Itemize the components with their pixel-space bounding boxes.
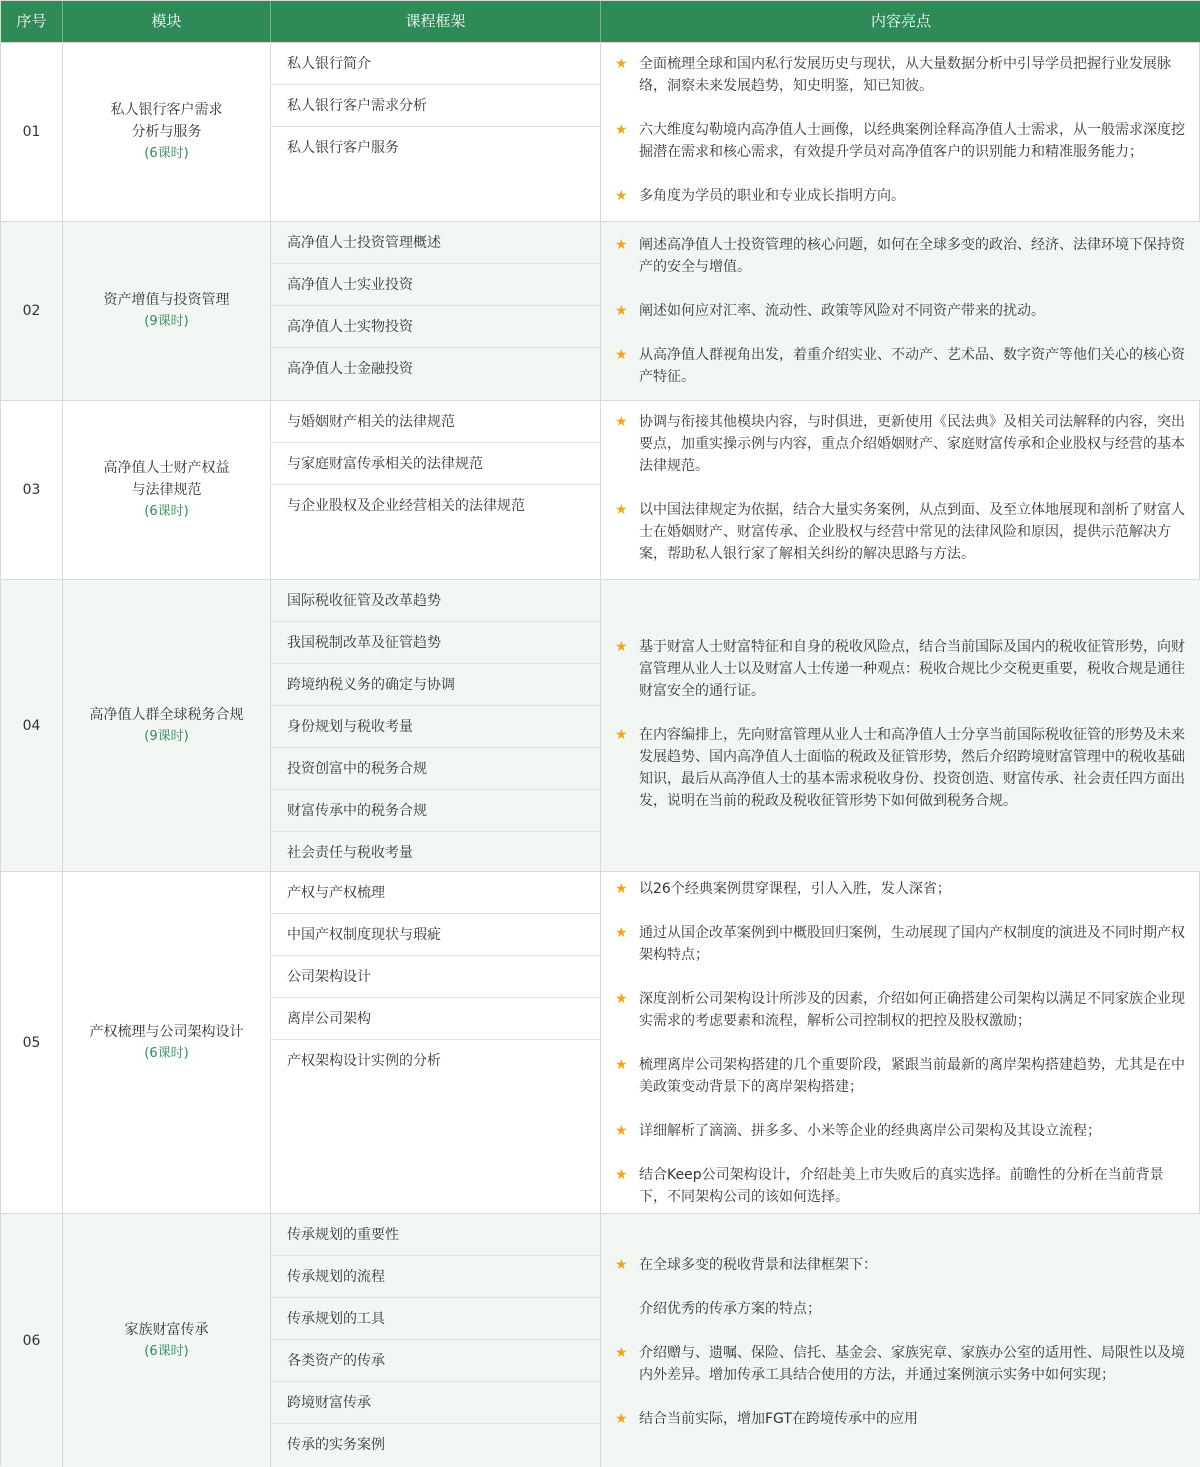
module-title-line: 产权梳理与公司架构设计 bbox=[89, 1023, 244, 1040]
table-header bbox=[1, 1, 1200, 42]
framework-item: 高净值人士实物投资 bbox=[271, 306, 600, 348]
header-highlights: 内容亮点 bbox=[870, 12, 931, 30]
table-row bbox=[1, 400, 1200, 579]
highlights-cell bbox=[601, 222, 1200, 400]
highlight-text: 梳理离岸公司架构搭建的几个重要阶段，紧跟当前最新的离岸架构搭建趋势，尤其是在中美政策变动背景下的离岸架构搭建； bbox=[639, 1057, 1185, 1095]
table-row bbox=[1, 579, 1200, 871]
header-no: 序号 bbox=[1, 1, 63, 42]
highlight-text: 在全球多变的税收背景和法律框架下： bbox=[639, 1257, 877, 1273]
module-cell bbox=[63, 222, 271, 400]
framework-item: 高净值人士金融投资 bbox=[287, 361, 413, 377]
framework-item: 公司架构设计 bbox=[271, 956, 600, 998]
framework-item: 财富传承中的税务合规 bbox=[271, 790, 600, 832]
highlight-item bbox=[615, 499, 1187, 565]
framework-item: 与婚姻财产相关的法律规范 bbox=[271, 401, 600, 443]
highlight-text: 基于财富人士财富特征和自身的税收风险点，结合当前国际及国内的税收征管形势，向财富管理从业人士以及财富人士传递一种观点：税收合规比少交税更重要，税收合规是通往财富安全的通行证。 bbox=[639, 639, 1185, 699]
star-icon: ★ bbox=[615, 1123, 628, 1139]
module-cell bbox=[63, 43, 271, 221]
star-icon: ★ bbox=[615, 188, 628, 204]
star-icon: ★ bbox=[615, 1167, 628, 1183]
module-title-line: 高净值人士财产权益 bbox=[103, 460, 230, 476]
table-row bbox=[1, 42, 1200, 221]
star-icon: ★ bbox=[615, 502, 628, 518]
module-title-line: 高净值人群全球税务合规 bbox=[89, 706, 244, 723]
row-number bbox=[1, 222, 63, 400]
star-icon: ★ bbox=[615, 1257, 628, 1273]
highlights-cell bbox=[601, 1214, 1200, 1467]
highlight-item bbox=[615, 300, 1187, 322]
row-number-text: 03 bbox=[22, 482, 41, 498]
highlight-item bbox=[615, 878, 1187, 900]
star-icon: ★ bbox=[615, 414, 628, 430]
row-number bbox=[1, 43, 63, 221]
highlight-text: 在内容编排上，先向财富管理从业人士和高净值人士分享当前国际税收征管的形势及未来发展趋势、国内高净值人士面临的税政及征管形势，然后介绍跨境财富管理中的税收基础知识，最后从高净值人士的基本需求税收身份、投资创造、财富传承、社会责任四方面出发，说明在当前的税政及税收征管形势下如何做到税务合规。 bbox=[639, 727, 1185, 809]
star-icon: ★ bbox=[615, 991, 628, 1007]
framework-item: 身份规划与税收考量 bbox=[271, 706, 600, 748]
module-title-line: 家族财富传承 bbox=[124, 1321, 209, 1338]
highlight-item bbox=[615, 185, 1187, 207]
highlight-text: 阐述如何应对汇率、流动性、政策等风险对不同资产带来的扰动。 bbox=[639, 303, 1045, 319]
framework-item: 传承规划的流程 bbox=[271, 1256, 600, 1298]
highlight-text: 六大维度勾勒境内高净值人士画像，以经典案例诠释高净值人士需求，从一般需求深度挖掘潜在需求和核心需求，有效提升学员对高净值客户的识别能力和精准服务能力； bbox=[639, 122, 1185, 160]
framework-cell bbox=[271, 43, 601, 221]
highlights-cell bbox=[601, 401, 1200, 579]
highlights-cell bbox=[601, 872, 1200, 1213]
highlight-item bbox=[615, 988, 1187, 1032]
header-framework: 课程框架 bbox=[271, 1, 601, 42]
framework-item: 与家庭财富传承相关的法律规范 bbox=[271, 443, 600, 485]
highlights-list bbox=[601, 234, 1200, 388]
highlight-item bbox=[615, 53, 1187, 97]
highlight-text: 详细解析了滴滴、拼多多、小米等企业的经典离岸公司架构及其设立流程； bbox=[639, 1123, 1101, 1139]
module-hours: (6课时) bbox=[144, 1343, 189, 1359]
highlight-text: 全面梳理全球和国内私行发展历史与现状，从大量数据分析中引导学员把握行业发展脉络，洞察未来发展趋势，知史明鉴，知已知彼。 bbox=[639, 56, 1171, 94]
highlight-text: 介绍优秀的传承方案的特点； bbox=[639, 1301, 821, 1317]
row-number-text: 01 bbox=[22, 124, 41, 140]
highlight-item bbox=[615, 344, 1187, 388]
highlight-item bbox=[615, 1164, 1187, 1208]
highlight-text: 以26个经典案例贯穿课程，引人入胜，发人深省； bbox=[639, 881, 951, 897]
framework-item: 高净值人士实业投资 bbox=[271, 264, 600, 306]
framework-item: 国际税收征管及改革趋势 bbox=[271, 580, 600, 622]
framework-item: 传承规划的工具 bbox=[271, 1298, 600, 1340]
highlight-item bbox=[615, 636, 1187, 702]
highlight-item bbox=[615, 1408, 1187, 1430]
framework-item: 产权与产权梳理 bbox=[271, 872, 600, 914]
framework-cell bbox=[271, 1214, 601, 1467]
table-row bbox=[1, 221, 1200, 400]
framework-item: 投资创富中的税务合规 bbox=[271, 748, 600, 790]
framework-item: 中国产权制度现状与瑕疵 bbox=[271, 914, 600, 956]
framework-item: 社会责任与税收考量 bbox=[287, 845, 413, 861]
star-icon: ★ bbox=[615, 1411, 628, 1427]
star-icon: ★ bbox=[615, 303, 628, 319]
framework-item: 各类资产的传承 bbox=[271, 1340, 600, 1382]
highlight-item bbox=[615, 1342, 1187, 1386]
module-cell bbox=[63, 580, 271, 871]
module-hours: (6课时) bbox=[144, 504, 189, 519]
highlights-list bbox=[601, 636, 1200, 812]
row-number bbox=[1, 1214, 63, 1467]
framework-item: 与企业股权及企业经营相关的法律规范 bbox=[287, 498, 525, 514]
framework-cell bbox=[271, 580, 601, 871]
row-number bbox=[1, 872, 63, 1213]
highlight-text: 通过从国企改革案例到中概股回归案例，生动展现了国内产权制度的演进及不同时期产权架构特点； bbox=[639, 925, 1185, 963]
highlight-text: 深度剖析公司架构设计所涉及的因素，介绍如何正确搭建公司架构以满足不同家族企业现实需求的考虑要素和流程，解析公司控制权的把控及股权激励； bbox=[639, 991, 1185, 1029]
framework-cell bbox=[271, 222, 601, 400]
module-title-line: 私人银行客户需求 bbox=[110, 102, 223, 118]
star-icon: ★ bbox=[615, 347, 628, 363]
row-number-text: 05 bbox=[22, 1034, 41, 1051]
highlight-item bbox=[615, 922, 1187, 966]
framework-item: 传承规划的重要性 bbox=[271, 1214, 600, 1256]
module-title-line: 分析与服务 bbox=[131, 124, 202, 140]
highlights-list bbox=[601, 1254, 1200, 1430]
module-cell bbox=[63, 401, 271, 579]
table-row bbox=[1, 871, 1200, 1213]
star-icon: ★ bbox=[615, 1345, 628, 1361]
framework-item: 我国税制改革及征管趋势 bbox=[271, 622, 600, 664]
header-module: 模块 bbox=[63, 1, 271, 42]
star-icon: ★ bbox=[615, 925, 628, 941]
highlights-cell bbox=[601, 43, 1200, 221]
highlight-text: 阐述高净值人士投资管理的核心问题，如何在全球多变的政治、经济、法律环境下保持资产的安全与增值。 bbox=[639, 237, 1185, 275]
highlight-item bbox=[615, 234, 1187, 278]
highlights-cell bbox=[601, 580, 1200, 871]
module-title-line: 资产增值与投资管理 bbox=[103, 292, 230, 308]
highlights-list bbox=[601, 411, 1200, 565]
highlight-text: 结合Keep公司架构设计，介绍赴美上市失败后的真实选择。前瞻性的分析在当前背景下，不同架构公司的该如何选择。 bbox=[639, 1167, 1164, 1205]
star-icon: ★ bbox=[615, 237, 628, 253]
star-icon: ★ bbox=[615, 56, 628, 72]
framework-item: 传承的实务案例 bbox=[287, 1437, 385, 1453]
module-title-line: 与法律规范 bbox=[131, 482, 202, 498]
row-number bbox=[1, 401, 63, 579]
framework-item: 跨境纳税义务的确定与协调 bbox=[271, 664, 600, 706]
module-hours: (6课时) bbox=[144, 146, 189, 161]
highlight-item bbox=[615, 724, 1187, 812]
module-hours: (9课时) bbox=[144, 314, 189, 329]
star-icon: ★ bbox=[615, 881, 628, 897]
star-icon: ★ bbox=[615, 122, 628, 138]
highlight-text: 结合当前实际，增加FGT在跨境传承中的应用 bbox=[639, 1411, 918, 1427]
highlight-text: 从高净值人群视角出发，着重介绍实业、不动产、艺术品、数字资产等他们关心的核心资产特征。 bbox=[639, 347, 1185, 385]
module-cell bbox=[63, 872, 271, 1213]
star-icon: ★ bbox=[615, 727, 628, 743]
table-row bbox=[1, 1213, 1200, 1467]
framework-item: 产权架构设计实例的分析 bbox=[287, 1053, 441, 1069]
highlight-text: 多角度为学员的职业和专业成长指明方向。 bbox=[639, 188, 905, 204]
framework-item: 私人银行客户需求分析 bbox=[271, 85, 600, 127]
star-icon: ★ bbox=[615, 1057, 628, 1073]
framework-item: 私人银行简介 bbox=[271, 43, 600, 85]
highlight-text: 协调与衔接其他模块内容，与时俱进，更新使用《民法典》及相关司法解释的内容，突出要点，加重实操示例与内容，重点介绍婚姻财产、家庭财富传承和企业股权与经营的基本法律规范。 bbox=[639, 414, 1185, 474]
module-cell bbox=[63, 1214, 271, 1467]
highlight-item bbox=[615, 1120, 1187, 1142]
row-number-text: 02 bbox=[22, 303, 41, 319]
highlight-text: 以中国法律规定为依据，结合大量实务案例，从点到面、及至立体地展现和剖析了财富人士在婚姻财产、财富传承、企业股权与经营中常见的法律风险和原因，提供示范解决方案，帮助私人银行家了解相关纠纷的解决思路与方法。 bbox=[639, 502, 1185, 562]
highlights-list bbox=[601, 53, 1200, 207]
highlight-text: 介绍赠与、遗嘱、保险、信托、基金会、家族宪章、家族办公室的适用性、局限性以及境内外差异。增加传承工具结合使用的方法，并通过案例演示实务中如何实现； bbox=[639, 1345, 1185, 1383]
row-number-text: 04 bbox=[22, 717, 41, 734]
row-number bbox=[1, 580, 63, 871]
module-hours: (9课时) bbox=[144, 728, 189, 744]
highlight-item bbox=[615, 1254, 1187, 1276]
row-number-text: 06 bbox=[22, 1332, 41, 1349]
highlight-item bbox=[615, 119, 1187, 163]
highlight-item bbox=[615, 411, 1187, 477]
framework-item: 私人银行客户服务 bbox=[287, 140, 399, 156]
highlight-item bbox=[615, 1298, 1187, 1320]
framework-item: 高净值人士投资管理概述 bbox=[271, 222, 600, 264]
framework-cell bbox=[271, 872, 601, 1213]
highlight-item bbox=[615, 1054, 1187, 1098]
framework-item: 离岸公司架构 bbox=[271, 998, 600, 1040]
framework-item: 跨境财富传承 bbox=[271, 1382, 600, 1424]
highlights-list bbox=[601, 878, 1200, 1208]
module-hours: (6课时) bbox=[144, 1045, 189, 1061]
star-icon: ★ bbox=[615, 639, 628, 655]
framework-cell bbox=[271, 401, 601, 579]
